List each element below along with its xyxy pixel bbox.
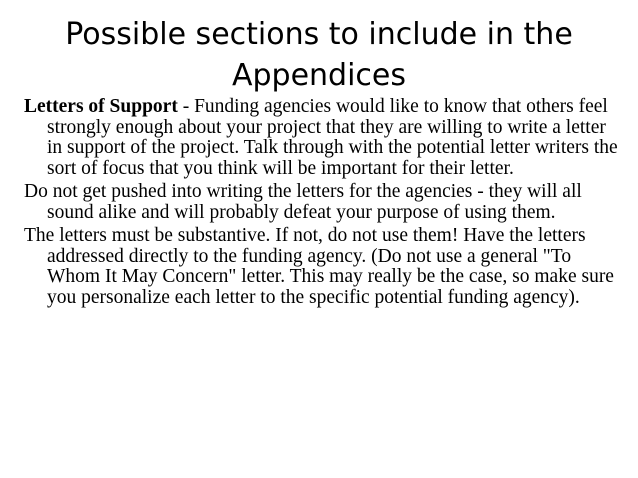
paragraph-lead-term: Letters of Support [24, 96, 178, 117]
slide-title [30, 14, 608, 96]
paragraph-text: The letters must be substantive. If not, do not use them! Have the letters addressed directly to the funding agency. (Do not use a general "To Whom It May Concern" letter. This may really be the case, so make sure you personalize each letter to the specific potential funding agency). [24, 225, 614, 308]
slide-title-line-1: Possible sections to include in the [65, 17, 573, 52]
paragraph-text: - Funding agencies would like to know that others feel strongly enough about your project that they are willing to write a letter in support of the project. Talk through with the potential letter writers the sort of focus that you think will be important for their letter. [47, 96, 618, 179]
paragraph-text: Do not get pushed into writing the letters for the agencies - they will all sound alike and will probably defeat your purpose of using them. [24, 181, 582, 223]
slide-body [24, 97, 622, 311]
paragraph-do-not-write-letters [24, 182, 622, 223]
paragraph-substantive-letters [24, 226, 622, 308]
slide-title-line-2: Appendices [231, 58, 407, 93]
paragraph-letters-of-support [24, 97, 622, 179]
